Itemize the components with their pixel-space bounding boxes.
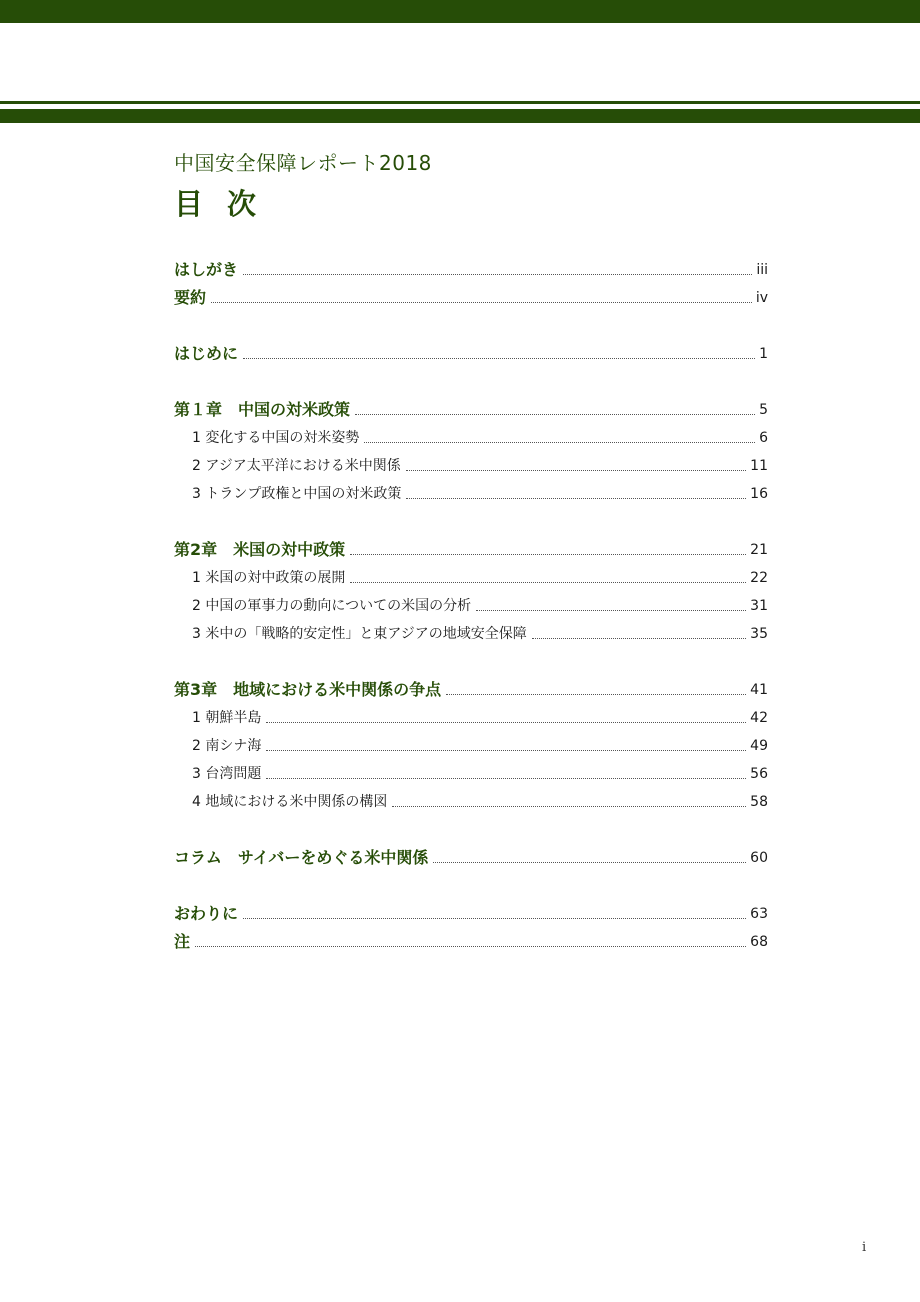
toc-entry-label: 第3章 地域における米中関係の争点: [174, 680, 442, 699]
toc-entry-2-2[interactable]: [192, 594, 768, 616]
toc-entry-page: 63: [750, 906, 768, 922]
toc-entry-page: 6: [759, 430, 768, 446]
dot-leader: [266, 722, 746, 723]
toc-entry-page: iv: [755, 290, 768, 306]
toc-entry-page: 60: [750, 850, 768, 866]
dot-leader: [243, 918, 746, 919]
page-title: 目次: [174, 187, 281, 221]
toc-entry-page: 11: [750, 458, 768, 474]
toc-entry-label: はしがき: [174, 260, 239, 279]
toc-entry-3-4[interactable]: [192, 790, 768, 812]
toc-entry-label: 2 中国の軍事力の動向についての米国の分析: [192, 598, 472, 614]
toc-entry-conclusion[interactable]: [174, 902, 768, 924]
toc-entry-label: 1 朝鮮半島: [192, 710, 262, 726]
dot-leader: [211, 302, 752, 303]
toc-entry-column[interactable]: [174, 846, 768, 868]
dot-leader: [350, 582, 746, 583]
dot-leader: [195, 946, 746, 947]
toc-entry-label: 2 南シナ海: [192, 738, 262, 754]
toc-entry-label: 2 アジア太平洋における米中関係: [192, 458, 401, 474]
dot-leader: [433, 862, 746, 863]
dot-leader: [266, 750, 746, 751]
toc-entry-page: 68: [750, 934, 768, 950]
dot-leader: [243, 358, 755, 359]
dot-leader: [364, 442, 755, 443]
toc-entry-chapter-1[interactable]: [174, 398, 768, 420]
dot-leader: [266, 778, 746, 779]
toc-entry-label: 3 トランプ政権と中国の対米政策: [192, 486, 402, 502]
toc-entry-chapter-2[interactable]: [174, 538, 768, 560]
toc-entry-3-3[interactable]: [192, 762, 768, 784]
dot-leader: [406, 470, 746, 471]
report-title: 中国安全保障レポート2018: [174, 151, 432, 175]
toc-entry-label: 4 地域における米中関係の構図: [192, 794, 388, 810]
dot-leader: [243, 274, 752, 275]
toc-entry-chapter-3[interactable]: [174, 678, 768, 700]
toc-entry-label: 3 台湾問題: [192, 766, 262, 782]
toc-entry-2-3[interactable]: [192, 622, 768, 644]
dot-leader: [406, 498, 746, 499]
toc-entry-label: 1 変化する中国の対米姿勢: [192, 430, 360, 446]
toc-entry-label: 第１章 中国の対米政策: [174, 400, 351, 419]
toc-entry-page: 16: [750, 486, 768, 502]
dot-leader: [476, 610, 746, 611]
toc-entry-3-2[interactable]: [192, 734, 768, 756]
table-of-contents: [174, 0, 768, 1302]
toc-entry-introduction[interactable]: [174, 342, 768, 364]
toc-entry-label: コラム サイバーをめぐる米中関係: [174, 848, 429, 867]
toc-entry-page: 58: [750, 794, 768, 810]
toc-entry-1-2[interactable]: [192, 454, 768, 476]
toc-entry-1-1[interactable]: [192, 426, 768, 448]
toc-entry-summary[interactable]: [174, 286, 768, 308]
toc-entry-3-1[interactable]: [192, 706, 768, 728]
page-number: i: [862, 1240, 867, 1255]
toc-entry-1-3[interactable]: [192, 482, 768, 504]
toc-entry-label: はじめに: [174, 344, 239, 363]
toc-entry-page: 1: [759, 346, 768, 362]
toc-entry-label: 第2章 米国の対中政策: [174, 540, 346, 559]
toc-entry-2-1[interactable]: [192, 566, 768, 588]
toc-entry-label: 注: [174, 932, 191, 951]
toc-entry-page: 21: [750, 542, 768, 558]
toc-entry-page: iii: [756, 262, 768, 278]
toc-entry-label: 3 米中の「戦略的安定性」と東アジアの地域安全保障: [192, 626, 527, 642]
dot-leader: [532, 638, 746, 639]
toc-entry-page: 41: [750, 682, 768, 698]
toc-entry-page: 31: [750, 598, 768, 614]
toc-entry-label: 要約: [174, 288, 207, 307]
toc-entry-page: 22: [750, 570, 768, 586]
toc-entry-label: おわりに: [174, 904, 239, 923]
toc-entry-page: 42: [750, 710, 768, 726]
dot-leader: [355, 414, 755, 415]
toc-entry-page: 56: [750, 766, 768, 782]
toc-entry-page: 49: [750, 738, 768, 754]
dot-leader: [392, 806, 746, 807]
dot-leader: [350, 554, 746, 555]
toc-entry-page: 35: [750, 626, 768, 642]
toc-entry-hashigaki[interactable]: [174, 258, 768, 280]
toc-entry-page: 5: [759, 402, 768, 418]
toc-entry-notes[interactable]: [174, 930, 768, 952]
dot-leader: [446, 694, 746, 695]
toc-entry-label: 1 米国の対中政策の展開: [192, 570, 346, 586]
